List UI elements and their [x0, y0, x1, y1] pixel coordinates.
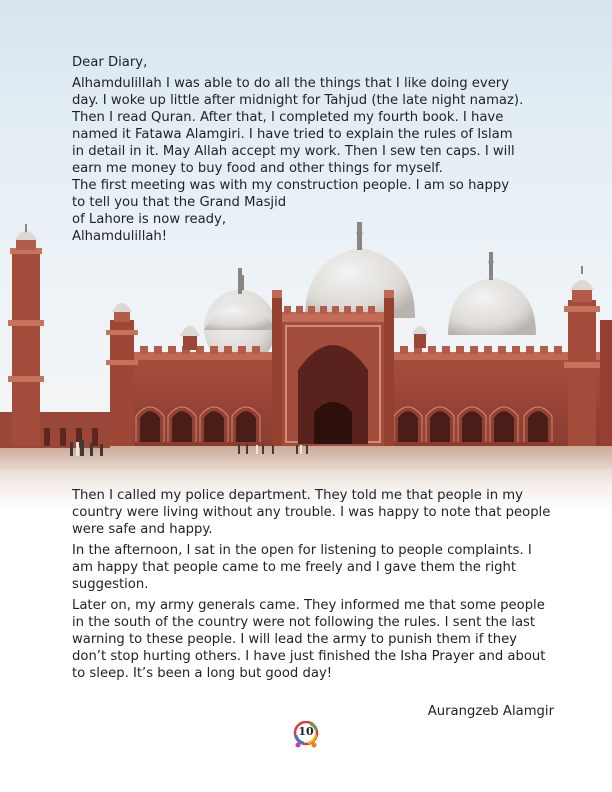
diary-entry-afternoon [72, 487, 552, 686]
diary-line: Alhamdulillah I was able to do all the things that I like doing every [72, 76, 510, 91]
diary-entry-morning [72, 54, 552, 245]
minaret-left [106, 303, 138, 446]
paragraph-police: Then I called my police department. They told me that people in my country were living without any trouble. I was happy to note that people were safe and happy. [72, 488, 551, 537]
page-number: 10 [298, 725, 314, 738]
diary-line: The first meeting was with my construction people. I am so happy [72, 178, 510, 193]
diary-line: Alhamdulillah! [72, 229, 168, 244]
minaret-far-left [8, 224, 44, 446]
diary-line: to tell you that the Grand Masjid [72, 195, 287, 210]
chhatri-right [412, 326, 428, 348]
diary-line: day. I woke up little after midnight for Tahjud (the late night namaz). [72, 93, 524, 108]
chhatri-left [180, 326, 200, 350]
diary-line: in detail in it. May Allah accept my work. Then I sew ten caps. I will [72, 144, 515, 159]
greeting: Dear Diary, [72, 55, 148, 70]
diary-line: named it Fatawa Alamgiri. I have tried to explain the rules of Islam [72, 127, 513, 142]
diary-line: earn me money to buy food and other things for myself. [72, 161, 443, 176]
minaret-right [564, 266, 600, 446]
diary-line: of Lahore is now ready, [72, 212, 227, 227]
signature: Aurangzeb Alamgir [427, 704, 554, 719]
paragraph-complaints: In the afternoon, I sat in the open for listening to people complaints. I am happy that people came to me freely and I gave them the right suggestion. [72, 543, 532, 592]
dome-right [448, 252, 536, 335]
paragraph-army: Later on, my army generals came. They informed me that some people in the south of the country were not following the rules. I sent the last warning to these people. I will lead the army to punish them if they don’t stop hurting others. I have just finished the Isha Prayer and about to sleep. It’s been a long but good day! [72, 598, 546, 681]
diary-line: Then I read Quran. After that, I completed my fourth book. I have [72, 110, 504, 125]
